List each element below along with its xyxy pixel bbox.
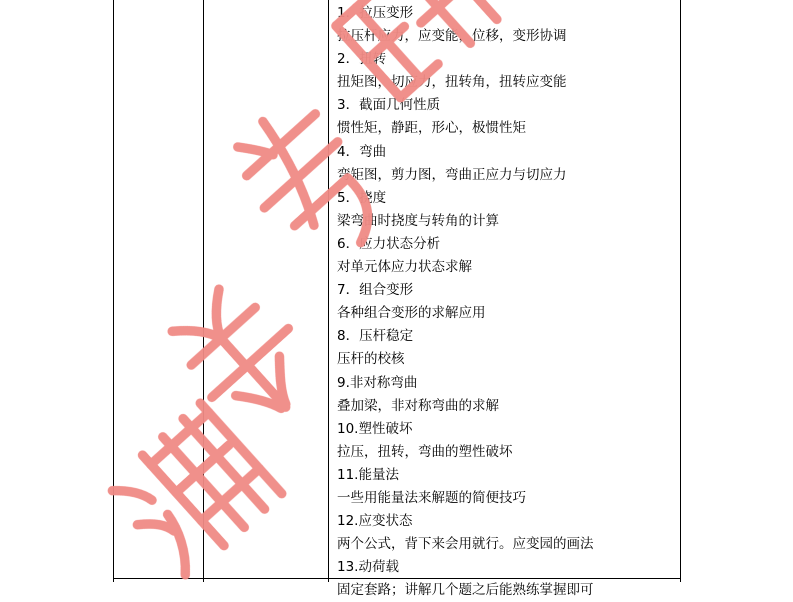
list-item: 各种组合变形的求解应用 — [337, 305, 486, 322]
list-item: 扭矩图，切应力，扭转角，扭转应变能 — [337, 74, 567, 91]
list-item: 压杆的校核 — [337, 351, 405, 368]
list-item: 梁弯曲时挠度与转角的计算 — [337, 212, 499, 229]
list-item: 两个公式，背下来会用就行。应变园的画法 — [337, 536, 594, 553]
list-item: 1．拉压变形 — [337, 5, 414, 21]
list-item: 拉压杆应力，应变能，位移，变形协调 — [337, 28, 567, 45]
list-item: 3．截面几何性质 — [337, 97, 441, 114]
list-item: 7．组合变形 — [337, 282, 414, 299]
list-item: 10.塑性破坏 — [337, 420, 413, 437]
list-item: 12.应变状态 — [337, 513, 413, 530]
table-column-rule-4 — [680, 0, 681, 582]
syllabus-text-column — [337, 2, 677, 602]
table-column-rule-3 — [328, 0, 329, 582]
list-item: 11.能量法 — [337, 466, 399, 483]
list-item: 对单元体应力状态求解 — [337, 259, 472, 276]
table-column-rule-1 — [113, 0, 114, 582]
list-item: 惯性矩，静距，形心，极惯性矩 — [337, 120, 526, 137]
table-column-rule-2 — [203, 0, 204, 582]
list-item: 固定套路；讲解几个题之后能熟练掌握即可 — [337, 582, 594, 599]
list-item: 一些用能量法来解题的简便技巧 — [337, 489, 526, 506]
list-item: 9.非对称弯曲 — [337, 374, 418, 391]
list-item: 叠加梁，非对称弯曲的求解 — [337, 397, 499, 414]
list-item: 拉压，扭转，弯曲的塑性破坏 — [337, 443, 513, 460]
list-item: 2．扭转 — [337, 51, 387, 68]
list-item: 4．弯曲 — [337, 143, 387, 160]
list-item: 6．应力状态分析 — [337, 235, 441, 252]
list-item: 8．压杆稳定 — [337, 328, 414, 345]
list-item: 弯矩图，剪力图，弯曲正应力与切应力 — [337, 166, 567, 183]
list-item: 13.动荷载 — [337, 559, 399, 576]
list-item: 5．挠度 — [337, 189, 387, 206]
